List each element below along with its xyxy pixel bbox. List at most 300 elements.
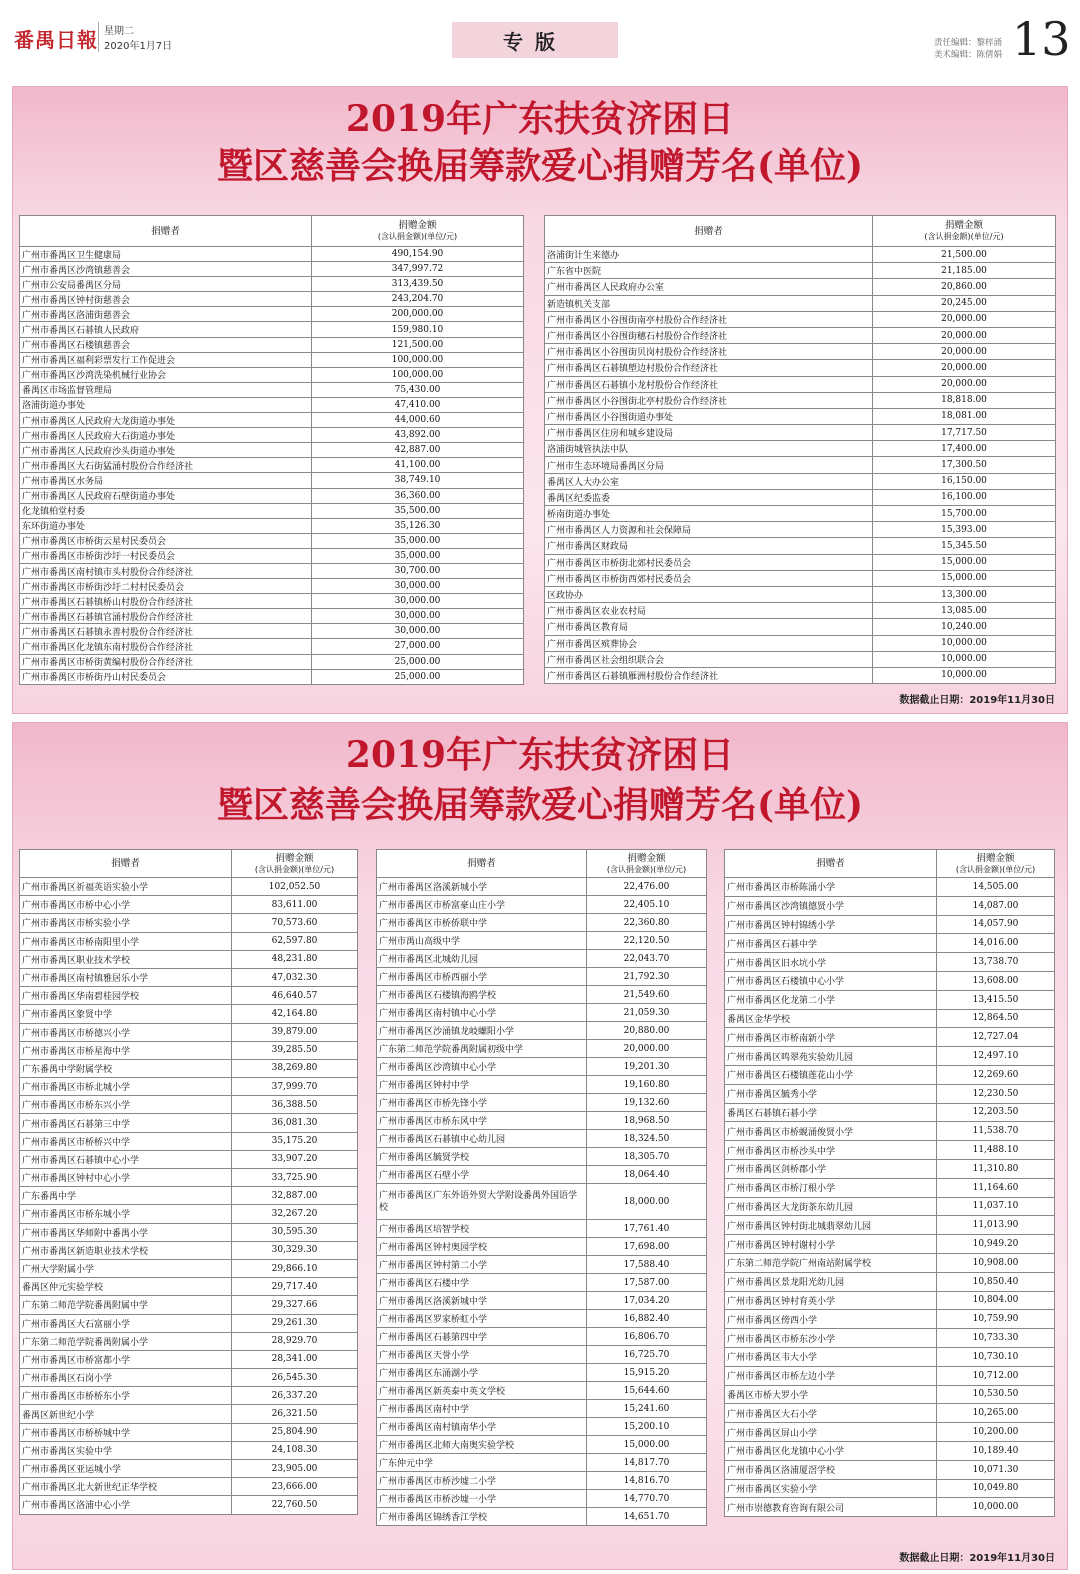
table-row bbox=[20, 247, 524, 262]
donation-amount: 10,804.00 bbox=[937, 1291, 1055, 1310]
table-row bbox=[20, 609, 524, 624]
table-row bbox=[20, 639, 524, 654]
donation-amount: 17,761.40 bbox=[587, 1220, 707, 1238]
donor-name: 化龙镇柏堂村委 bbox=[20, 503, 312, 518]
donor-name: 广州市番禺区市桥中心小学 bbox=[20, 896, 232, 914]
col-amount-header bbox=[587, 850, 707, 878]
table-row bbox=[20, 1314, 358, 1332]
table-row bbox=[20, 277, 524, 292]
table-row bbox=[725, 1291, 1055, 1310]
donation-amount: 62,597.80 bbox=[232, 932, 358, 950]
donor-name: 广州市番禺区沙涌镇龙岐螺阳小学 bbox=[377, 1022, 587, 1040]
donation-amount: 10,712.00 bbox=[937, 1366, 1055, 1385]
donation-amount: 20,860.00 bbox=[873, 279, 1056, 295]
donor-name: 广州市番禺区锦绣香江学校 bbox=[377, 1508, 587, 1526]
col-amount-sub: (含认捐金额)(单位/元) bbox=[254, 864, 335, 874]
donor-name: 广州市番禺区沙湾镇德贤小学 bbox=[725, 896, 937, 915]
donation-amount: 33,907.20 bbox=[232, 1150, 358, 1168]
bottom-donation-table-1 bbox=[19, 849, 358, 1515]
donation-amount: 13,085.00 bbox=[873, 603, 1056, 619]
donor-name: 番禺区市场监督管理局 bbox=[20, 382, 312, 397]
table-row bbox=[545, 489, 1056, 505]
donor-name: 广州市番禺区市桥沙墟二小学 bbox=[377, 1472, 587, 1490]
donor-name: 广州市番禺区市桥街西郊村民委员会 bbox=[545, 570, 873, 586]
table-row bbox=[377, 1454, 707, 1472]
donation-amount: 121,500.00 bbox=[312, 337, 524, 352]
table-row bbox=[20, 1096, 358, 1114]
top-panel bbox=[12, 86, 1068, 714]
donation-amount: 14,816.70 bbox=[587, 1472, 707, 1490]
donation-amount: 83,611.00 bbox=[232, 896, 358, 914]
donor-name: 广州市番禺区农业农村局 bbox=[545, 603, 873, 619]
donor-name: 广州市番禺区石碁镇中心小学 bbox=[20, 1150, 232, 1168]
donation-amount: 21,792.30 bbox=[587, 968, 707, 986]
donation-amount: 38,269.80 bbox=[232, 1059, 358, 1077]
table-row bbox=[20, 1278, 358, 1296]
donation-amount: 22,120.50 bbox=[587, 932, 707, 950]
table-row bbox=[545, 344, 1056, 360]
table-row bbox=[20, 1296, 358, 1314]
table-row bbox=[725, 896, 1055, 915]
table-row bbox=[545, 619, 1056, 635]
table-row bbox=[20, 1078, 358, 1096]
donor-name: 广州市番禺区市桥西丽小学 bbox=[377, 968, 587, 986]
donor-name: 广州市番禺区市桥东风中学 bbox=[377, 1112, 587, 1130]
donor-name: 广州市番禺区钟村街北城翡翠幼儿园 bbox=[725, 1216, 937, 1235]
donation-amount: 18,324.50 bbox=[587, 1130, 707, 1148]
table-row bbox=[545, 247, 1056, 263]
table-row bbox=[20, 563, 524, 578]
donor-name: 番禺区人大办公室 bbox=[545, 473, 873, 489]
table-row bbox=[20, 1241, 358, 1259]
table-row bbox=[377, 896, 707, 914]
donor-name: 洛浦街城管执法中队 bbox=[545, 441, 873, 457]
donation-amount: 10,189.40 bbox=[937, 1441, 1055, 1460]
bottom-title-line1: 2019年广东扶贫济困日 bbox=[345, 734, 735, 776]
donor-name: 广州市番禺区水务局 bbox=[20, 473, 312, 488]
donor-name: 广州市番禺区石楼中学 bbox=[377, 1274, 587, 1292]
donor-name: 广州市番禺区石碁镇中心幼儿园 bbox=[377, 1130, 587, 1148]
donation-amount: 30,000.00 bbox=[312, 609, 524, 624]
donation-amount: 17,588.40 bbox=[587, 1256, 707, 1274]
donation-amount: 14,016.00 bbox=[937, 934, 1055, 953]
donation-amount: 18,305.70 bbox=[587, 1148, 707, 1166]
table-row bbox=[377, 914, 707, 932]
donor-name: 广州市生态环境局番禺区分局 bbox=[545, 457, 873, 473]
donation-amount: 37,999.70 bbox=[232, 1078, 358, 1096]
donation-amount: 15,393.00 bbox=[873, 522, 1056, 538]
donation-amount: 21,549.60 bbox=[587, 986, 707, 1004]
donation-amount: 25,000.00 bbox=[312, 654, 524, 669]
donation-amount: 35,126.30 bbox=[312, 518, 524, 533]
table-row bbox=[545, 441, 1056, 457]
table-row bbox=[20, 1332, 358, 1350]
donor-name: 广州市番禺区市桥左边小学 bbox=[725, 1366, 937, 1385]
table-row bbox=[20, 292, 524, 307]
donor-name: 广州市番禺区天誉小学 bbox=[377, 1346, 587, 1364]
donation-amount: 14,087.00 bbox=[937, 896, 1055, 915]
donation-amount: 490,154.90 bbox=[312, 247, 524, 262]
page-number: 13 bbox=[1012, 12, 1071, 66]
table-row bbox=[20, 262, 524, 277]
donor-name: 广州市番禺区卫生健康局 bbox=[20, 247, 312, 262]
donor-name: 广州市番禺区小谷围街北亭村股份合作经济社 bbox=[545, 392, 873, 408]
donor-name: 广州市番禺区钟村中学 bbox=[377, 1076, 587, 1094]
donor-name: 广州市番禺区市桥侨联中学 bbox=[377, 914, 587, 932]
donation-amount: 25,000.00 bbox=[312, 669, 524, 684]
table-row bbox=[377, 1166, 707, 1184]
table-row bbox=[545, 554, 1056, 570]
donation-amount: 41,100.00 bbox=[312, 458, 524, 473]
donation-amount: 20,000.00 bbox=[873, 360, 1056, 376]
donation-amount: 36,388.50 bbox=[232, 1096, 358, 1114]
donation-amount: 200,000.00 bbox=[312, 307, 524, 322]
table-row bbox=[725, 1009, 1055, 1028]
table-row bbox=[377, 1256, 707, 1274]
donor-name: 广州市番禺区南村中学 bbox=[377, 1400, 587, 1418]
table-row bbox=[20, 1350, 358, 1368]
masthead-divider bbox=[98, 22, 99, 52]
donor-name: 广州市番禺区钟村锦绣小学 bbox=[725, 915, 937, 934]
donor-name: 番禺区仲元实验学校 bbox=[20, 1278, 232, 1296]
table-row bbox=[545, 667, 1056, 683]
donor-name: 广州市番禺区石碁镇小龙村股份合作经济社 bbox=[545, 376, 873, 392]
table-row bbox=[725, 1235, 1055, 1254]
donor-name: 广州市禺山高级中学 bbox=[377, 932, 587, 950]
top-title-line1: 2019年广东扶贫济困日 bbox=[345, 98, 735, 140]
table-row bbox=[20, 968, 358, 986]
donation-amount: 28,341.00 bbox=[232, 1350, 358, 1368]
donor-name: 广东番禺中学 bbox=[20, 1187, 232, 1205]
donor-name: 广州市番禺区景龙阳光幼儿园 bbox=[725, 1272, 937, 1291]
donor-name: 广州市番禺区南村镇南华小学 bbox=[377, 1418, 587, 1436]
donation-amount: 28,929.70 bbox=[232, 1332, 358, 1350]
table-row bbox=[20, 1405, 358, 1423]
donation-amount: 21,185.00 bbox=[873, 263, 1056, 279]
donation-amount: 15,241.60 bbox=[587, 1400, 707, 1418]
donation-amount: 17,400.00 bbox=[873, 441, 1056, 457]
table-row bbox=[545, 311, 1056, 327]
table-row bbox=[725, 1272, 1055, 1291]
donation-amount: 18,968.50 bbox=[587, 1112, 707, 1130]
table-row bbox=[377, 1076, 707, 1094]
table-row bbox=[20, 1478, 358, 1496]
donor-name: 广州市番禺区傍西小学 bbox=[725, 1310, 937, 1329]
donor-name: 广州市番禺区化龙第二小学 bbox=[725, 990, 937, 1009]
table-row bbox=[20, 669, 524, 684]
donation-amount: 16,806.70 bbox=[587, 1328, 707, 1346]
col-donor-header: 捐赠者 bbox=[20, 216, 312, 247]
table-row bbox=[20, 624, 524, 639]
data-cutoff-note: 数据截止日期：2019年11月30日 bbox=[899, 695, 1055, 706]
masthead bbox=[0, 0, 1080, 78]
donor-name: 广州市番禺区市桥星海中学 bbox=[20, 1041, 232, 1059]
donor-name: 广州市番禺区市桥陈涌小学 bbox=[725, 878, 937, 897]
donor-name: 洛浦街道办事处 bbox=[20, 397, 312, 412]
donation-amount: 20,000.00 bbox=[873, 344, 1056, 360]
donation-amount: 10,530.50 bbox=[937, 1385, 1055, 1404]
table-row bbox=[545, 586, 1056, 602]
donation-amount: 29,866.10 bbox=[232, 1259, 358, 1277]
donation-amount: 35,000.00 bbox=[312, 533, 524, 548]
donor-name: 广州市番禺区实验小学 bbox=[725, 1479, 937, 1498]
donor-name: 广州市番禺区洛浦中心小学 bbox=[20, 1496, 232, 1514]
donor-name: 广州市番禺区石碁第三中学 bbox=[20, 1114, 232, 1132]
donor-name: 广州市公安局番禺区分局 bbox=[20, 277, 312, 292]
table-row bbox=[20, 337, 524, 352]
table-row bbox=[725, 934, 1055, 953]
donation-amount: 10,000.00 bbox=[873, 667, 1056, 683]
donation-amount: 30,000.00 bbox=[312, 594, 524, 609]
table-row bbox=[377, 1148, 707, 1166]
donation-amount: 22,043.70 bbox=[587, 950, 707, 968]
table-row bbox=[20, 914, 358, 932]
donor-name: 广州市番禺区市桥桥东小学 bbox=[20, 1387, 232, 1405]
donor-name: 广州市番禺区新造职业技术学校 bbox=[20, 1241, 232, 1259]
donor-name: 广州市番禺区住房和城乡建设局 bbox=[545, 425, 873, 441]
donor-name: 广东第二师范学院广州南站附属学校 bbox=[725, 1253, 937, 1272]
donor-name: 广州市番禺区洛浦厦滘学校 bbox=[725, 1460, 937, 1479]
donor-name: 广州市番禺区石碁镇塱边村股份合作经济社 bbox=[545, 360, 873, 376]
col-amount-label: 捐赠金额 bbox=[976, 852, 1015, 864]
table-row bbox=[377, 1058, 707, 1076]
donor-name: 广州市番禺区化龙镇中心小学 bbox=[725, 1441, 937, 1460]
donor-name: 东环街道办事处 bbox=[20, 518, 312, 533]
table-row bbox=[20, 1023, 358, 1041]
donor-name: 广东番禺中学附属学校 bbox=[20, 1059, 232, 1077]
donor-name: 广州市番禺区小谷围街穗石村股份合作经济社 bbox=[545, 327, 873, 343]
donation-amount: 10,759.90 bbox=[937, 1310, 1055, 1329]
donor-name: 广州市番禺区广东外语外贸大学附设番禺外国语学校 bbox=[377, 1184, 587, 1220]
donor-name: 广州市番禺区北大新世纪正华学校 bbox=[20, 1478, 232, 1496]
donation-amount: 14,651.70 bbox=[587, 1508, 707, 1526]
donor-name: 广州市番禺区毓秀小学 bbox=[725, 1084, 937, 1103]
top-title-line2: 暨区慈善会换届筹款爱心捐赠芳名(单位) bbox=[216, 145, 864, 187]
donation-amount: 24,108.30 bbox=[232, 1441, 358, 1459]
donor-name: 广州市番禺区象贤中学 bbox=[20, 1005, 232, 1023]
donor-name: 广州市番禺区市桥街沙圩二村村民委员会 bbox=[20, 579, 312, 594]
table-row bbox=[377, 1310, 707, 1328]
donation-amount: 47,410.00 bbox=[312, 397, 524, 412]
table-row bbox=[20, 1496, 358, 1514]
table-row bbox=[20, 594, 524, 609]
donation-amount: 26,545.30 bbox=[232, 1369, 358, 1387]
donation-amount: 46,640.57 bbox=[232, 987, 358, 1005]
donor-name: 广州市番禺区人力资源和社会保障局 bbox=[545, 522, 873, 538]
table-row bbox=[20, 1059, 358, 1077]
donor-name: 广州市番禺区石碁镇雁洲村股份合作经济社 bbox=[545, 667, 873, 683]
table-row bbox=[377, 1112, 707, 1130]
table-row bbox=[377, 986, 707, 1004]
donation-amount: 44,000.60 bbox=[312, 413, 524, 428]
table-row bbox=[20, 443, 524, 458]
donation-amount: 11,164.60 bbox=[937, 1178, 1055, 1197]
donor-name: 广州市番禺区市桥德兴小学 bbox=[20, 1023, 232, 1041]
table-row bbox=[377, 1238, 707, 1256]
table-row bbox=[545, 506, 1056, 522]
table-row bbox=[725, 1366, 1055, 1385]
donation-amount: 35,000.00 bbox=[312, 548, 524, 563]
donation-amount: 16,882.40 bbox=[587, 1310, 707, 1328]
donation-amount: 10,000.00 bbox=[873, 651, 1056, 667]
donation-amount: 10,730.10 bbox=[937, 1347, 1055, 1366]
table-row bbox=[725, 1103, 1055, 1122]
table-row bbox=[20, 1369, 358, 1387]
donor-name: 番禺区纪委监委 bbox=[545, 489, 873, 505]
art-editor-credit: 美术编辑：陈倩娟 bbox=[934, 50, 1003, 60]
donation-amount: 12,230.50 bbox=[937, 1084, 1055, 1103]
donor-name: 广州市番禺区实验中学 bbox=[20, 1441, 232, 1459]
table-row bbox=[725, 971, 1055, 990]
donation-amount: 18,064.40 bbox=[587, 1166, 707, 1184]
bottom-panel bbox=[12, 722, 1068, 1570]
weekday: 星期二 bbox=[104, 26, 134, 37]
donor-name: 广州市番禺区职业技术学校 bbox=[20, 950, 232, 968]
table-row bbox=[20, 987, 358, 1005]
table-row bbox=[377, 1508, 707, 1526]
donor-name: 广州市番禺区鸣翠苑实验幼儿园 bbox=[725, 1047, 937, 1066]
donor-name: 广东省中医院 bbox=[545, 263, 873, 279]
table-row bbox=[725, 1347, 1055, 1366]
donor-name: 新造镇机关支部 bbox=[545, 295, 873, 311]
donation-amount: 20,000.00 bbox=[873, 311, 1056, 327]
donation-amount: 32,267.20 bbox=[232, 1205, 358, 1223]
donation-amount: 29,261.30 bbox=[232, 1314, 358, 1332]
donor-name: 广州市番禺区钟村第二小学 bbox=[377, 1256, 587, 1274]
table-row bbox=[20, 932, 358, 950]
donor-name: 广州市番禺区市桥北城小学 bbox=[20, 1078, 232, 1096]
donor-name: 番禺区新世纪小学 bbox=[20, 1405, 232, 1423]
donation-amount: 42,887.00 bbox=[312, 443, 524, 458]
donation-amount: 70,573.60 bbox=[232, 914, 358, 932]
table-row bbox=[20, 307, 524, 322]
donation-amount: 243,204.70 bbox=[312, 292, 524, 307]
donation-amount: 12,203.50 bbox=[937, 1103, 1055, 1122]
donation-amount: 10,265.00 bbox=[937, 1404, 1055, 1423]
table-row bbox=[377, 1346, 707, 1364]
donation-amount: 100,000.00 bbox=[312, 367, 524, 382]
bottom-donation-table-2 bbox=[376, 849, 707, 1526]
data-cutoff-note: 数据截止日期：2019年11月30日 bbox=[899, 1553, 1055, 1564]
col-donor-header: 捐赠者 bbox=[20, 850, 232, 878]
donor-name: 广州市番禺区亚运城小学 bbox=[20, 1460, 232, 1478]
donation-amount: 23,666.00 bbox=[232, 1478, 358, 1496]
donation-amount: 11,013.90 bbox=[937, 1216, 1055, 1235]
donor-name: 广州市番禺区培智学校 bbox=[377, 1220, 587, 1238]
donation-amount: 30,000.00 bbox=[312, 624, 524, 639]
table-row bbox=[20, 1114, 358, 1132]
donor-name: 广州市番禺区东涌湖小学 bbox=[377, 1364, 587, 1382]
table-row bbox=[20, 1223, 358, 1241]
donation-amount: 10,850.40 bbox=[937, 1272, 1055, 1291]
donation-amount: 20,000.00 bbox=[873, 327, 1056, 343]
donor-name: 广东仲元中学 bbox=[377, 1454, 587, 1472]
table-row bbox=[377, 1004, 707, 1022]
donor-name: 广州市番禺区石碁第四中学 bbox=[377, 1328, 587, 1346]
donation-amount: 16,150.00 bbox=[873, 473, 1056, 489]
donor-name: 广州市番禺区大龙街茶东幼儿园 bbox=[725, 1197, 937, 1216]
table-row bbox=[725, 1141, 1055, 1160]
donation-amount: 38,749.10 bbox=[312, 473, 524, 488]
donor-name: 广州市番禺区财政局 bbox=[545, 538, 873, 554]
donor-name: 广东第二师范学院番禺附属中学 bbox=[20, 1296, 232, 1314]
donation-amount: 15,000.00 bbox=[587, 1436, 707, 1454]
donation-amount: 10,240.00 bbox=[873, 619, 1056, 635]
donor-name: 广州市番禺区大石小学 bbox=[725, 1404, 937, 1423]
donor-name: 广州市番禺区石岗小学 bbox=[20, 1369, 232, 1387]
donor-name: 广州市番禺区北城幼儿园 bbox=[377, 950, 587, 968]
donor-name: 广州市番禺区教育局 bbox=[545, 619, 873, 635]
donor-name: 广州市番禺区钟村街慈善会 bbox=[20, 292, 312, 307]
donor-name: 广州市番禺区洛溪新城中学 bbox=[377, 1292, 587, 1310]
donation-amount: 36,360.00 bbox=[312, 488, 524, 503]
table-row bbox=[725, 1441, 1055, 1460]
donation-amount: 17,587.00 bbox=[587, 1274, 707, 1292]
table-row bbox=[725, 1178, 1055, 1197]
table-row bbox=[377, 1292, 707, 1310]
table-row bbox=[377, 1274, 707, 1292]
table-row bbox=[20, 322, 524, 337]
donor-name: 广州市番禺区小谷围街贝岗村股份合作经济社 bbox=[545, 344, 873, 360]
donation-amount: 13,300.00 bbox=[873, 586, 1056, 602]
col-amount-sub: (含认捐金额)(单位/元) bbox=[924, 232, 1004, 241]
donor-name: 广州市番禺区人民政府大龙街道办事处 bbox=[20, 413, 312, 428]
donation-amount: 43,892.00 bbox=[312, 428, 524, 443]
donation-amount: 15,644.60 bbox=[587, 1382, 707, 1400]
bottom-title-line2: 暨区慈善会换届筹款爱心捐赠芳名(单位) bbox=[216, 784, 864, 826]
donation-amount: 26,337.20 bbox=[232, 1387, 358, 1405]
donation-amount: 10,071.30 bbox=[937, 1460, 1055, 1479]
donation-amount: 100,000.00 bbox=[312, 352, 524, 367]
col-amount-header bbox=[232, 850, 358, 878]
donation-amount: 33,725.90 bbox=[232, 1169, 358, 1187]
donation-amount: 18,081.00 bbox=[873, 408, 1056, 424]
donation-amount: 25,804.90 bbox=[232, 1423, 358, 1441]
donor-name: 广州市番禺区大石街猛涌村股份合作经济社 bbox=[20, 458, 312, 473]
col-amount-label: 捐赠金额 bbox=[275, 852, 314, 864]
donation-amount: 36,081.30 bbox=[232, 1114, 358, 1132]
donor-name: 广州市番禺区人民政府大石街道办事处 bbox=[20, 428, 312, 443]
donation-amount: 10,949.20 bbox=[937, 1235, 1055, 1254]
donor-name: 广州市番禺区洛溪新城小学 bbox=[377, 878, 587, 896]
donation-amount: 10,908.00 bbox=[937, 1253, 1055, 1272]
donation-amount: 11,037.10 bbox=[937, 1197, 1055, 1216]
table-row bbox=[20, 352, 524, 367]
table-row bbox=[725, 1423, 1055, 1442]
col-amount-sub: (含认捐金额)(单位/元) bbox=[606, 864, 687, 874]
table-row bbox=[545, 425, 1056, 441]
table-row bbox=[545, 570, 1056, 586]
donation-amount: 42,164.80 bbox=[232, 1005, 358, 1023]
table-row bbox=[377, 1184, 707, 1220]
donation-amount: 19,160.80 bbox=[587, 1076, 707, 1094]
donation-amount: 11,488.10 bbox=[937, 1141, 1055, 1160]
donor-name: 广州市番禺区市桥街云星村民委员会 bbox=[20, 533, 312, 548]
donor-name: 广州市番禺区殡葬协会 bbox=[545, 635, 873, 651]
table-row bbox=[377, 968, 707, 986]
donation-amount: 26,321.50 bbox=[232, 1405, 358, 1423]
donation-amount: 22,476.00 bbox=[587, 878, 707, 896]
donor-name: 广州市番禺区毓贤学校 bbox=[377, 1148, 587, 1166]
donor-name: 广州市番禺区市桥街沙圩一村民委员会 bbox=[20, 548, 312, 563]
donor-name: 广州市番禺区钟村育英小学 bbox=[725, 1291, 937, 1310]
donation-amount: 17,034.20 bbox=[587, 1292, 707, 1310]
table-row bbox=[20, 518, 524, 533]
donor-name: 广州市番禺区市桥东城小学 bbox=[20, 1205, 232, 1223]
donation-amount: 30,700.00 bbox=[312, 563, 524, 578]
donor-name: 广州市番禺区市桥富都小学 bbox=[20, 1350, 232, 1368]
donor-name: 广州市番禺区小谷围街南亭村股份合作经济社 bbox=[545, 311, 873, 327]
